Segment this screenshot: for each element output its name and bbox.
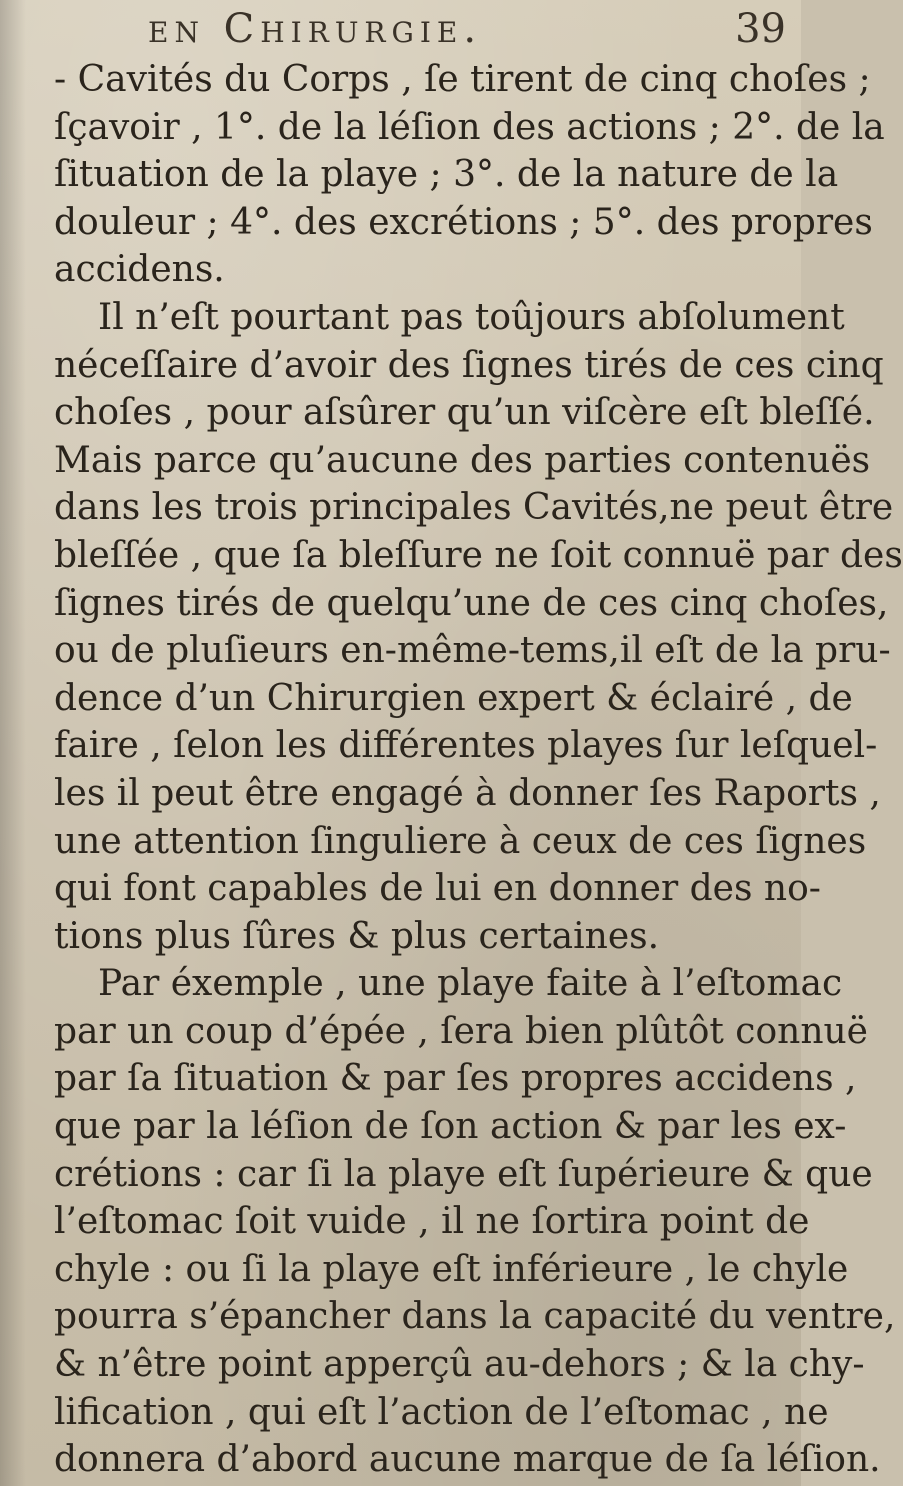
text-line: les il peut être engagé à donner ſes Raports , [54,772,881,814]
text-line: dans les trois principales Cavités,ne peut être [54,487,894,529]
text-line: chyle : ou ſi la playe eſt inférieure , le chyle [54,1248,849,1290]
text-line: Il n’eſt pourtant pas toûjours abſolument [98,296,845,338]
text-line: & n’être point apperçû au-dehors ; & la chy- [54,1344,865,1386]
text-line: néceſſaire d’avoir des ſignes tirés de ces cinq [54,344,884,386]
text-line: bleſſée , que ſa bleſſure ne ſoit connuë par des [54,534,903,576]
text-line: Mais parce qu’aucune des parties contenuës [54,439,871,481]
text-line: par un coup d’épée , ſera bien plûtôt connuë [54,1010,868,1052]
text-line: une attention ſinguliere à ceux de ces ſignes [54,820,867,862]
text-line: douleur ; 4°. des excrétions ; 5°. des propres [54,201,873,243]
page-number: 39 [735,6,786,52]
text-line: que par la léſion de ſon action & par les ex- [54,1106,847,1148]
running-head-title: en Chirurgie. [148,6,483,52]
text-line: ou de pluſieurs en-même-tems,il eſt de la pru- [54,630,891,672]
text-line: dence d’un Chirurgien expert & éclairé , de [54,677,853,719]
text-line: accidens. [54,249,225,291]
text-line: Par éxemple , une playe faite à l’eſtomac [98,963,843,1005]
text-line: qui font capables de lui en donner des no- [54,868,821,910]
text-line: crétions : car ſi la playe eſt ſupérieure & que [54,1153,873,1195]
running-head [148,6,788,52]
text-line: donnera d’abord aucune marque de ſa léſion. [54,1439,881,1481]
text-line: choſes , pour aſsûrer qu’un viſcère eſt bleſſé. [54,392,875,434]
text-line: pourra s’épancher dans la capacité du ventre, [54,1296,896,1338]
text-line: l’eſtomac ſoit vuide , il ne ſortira point de [54,1201,810,1243]
text-line: lification , qui eſt l’action de l’eſtomac , ne [54,1391,829,1433]
gutter-shadow [0,0,26,1486]
text-line: ſçavoir , 1°. de la léſion des actions ; 2°. de la [54,106,885,148]
text-line: tions plus ſûres & plus certaines. [54,915,660,957]
text-line: - Cavités du Corps , ſe tirent de cinq choſes ; [54,59,871,100]
text-line: ſignes tirés de quelqu’une de ces cinq choſes, [54,582,889,624]
text-line: par ſa ſituation & par ſes propres accidens , [54,1058,857,1100]
body-text [54,56,903,1484]
text-line: faire , ſelon les différentes playes ſur leſquel- [54,725,878,767]
text-line: ſituation de la playe ; 3°. de la nature de la [54,154,839,196]
